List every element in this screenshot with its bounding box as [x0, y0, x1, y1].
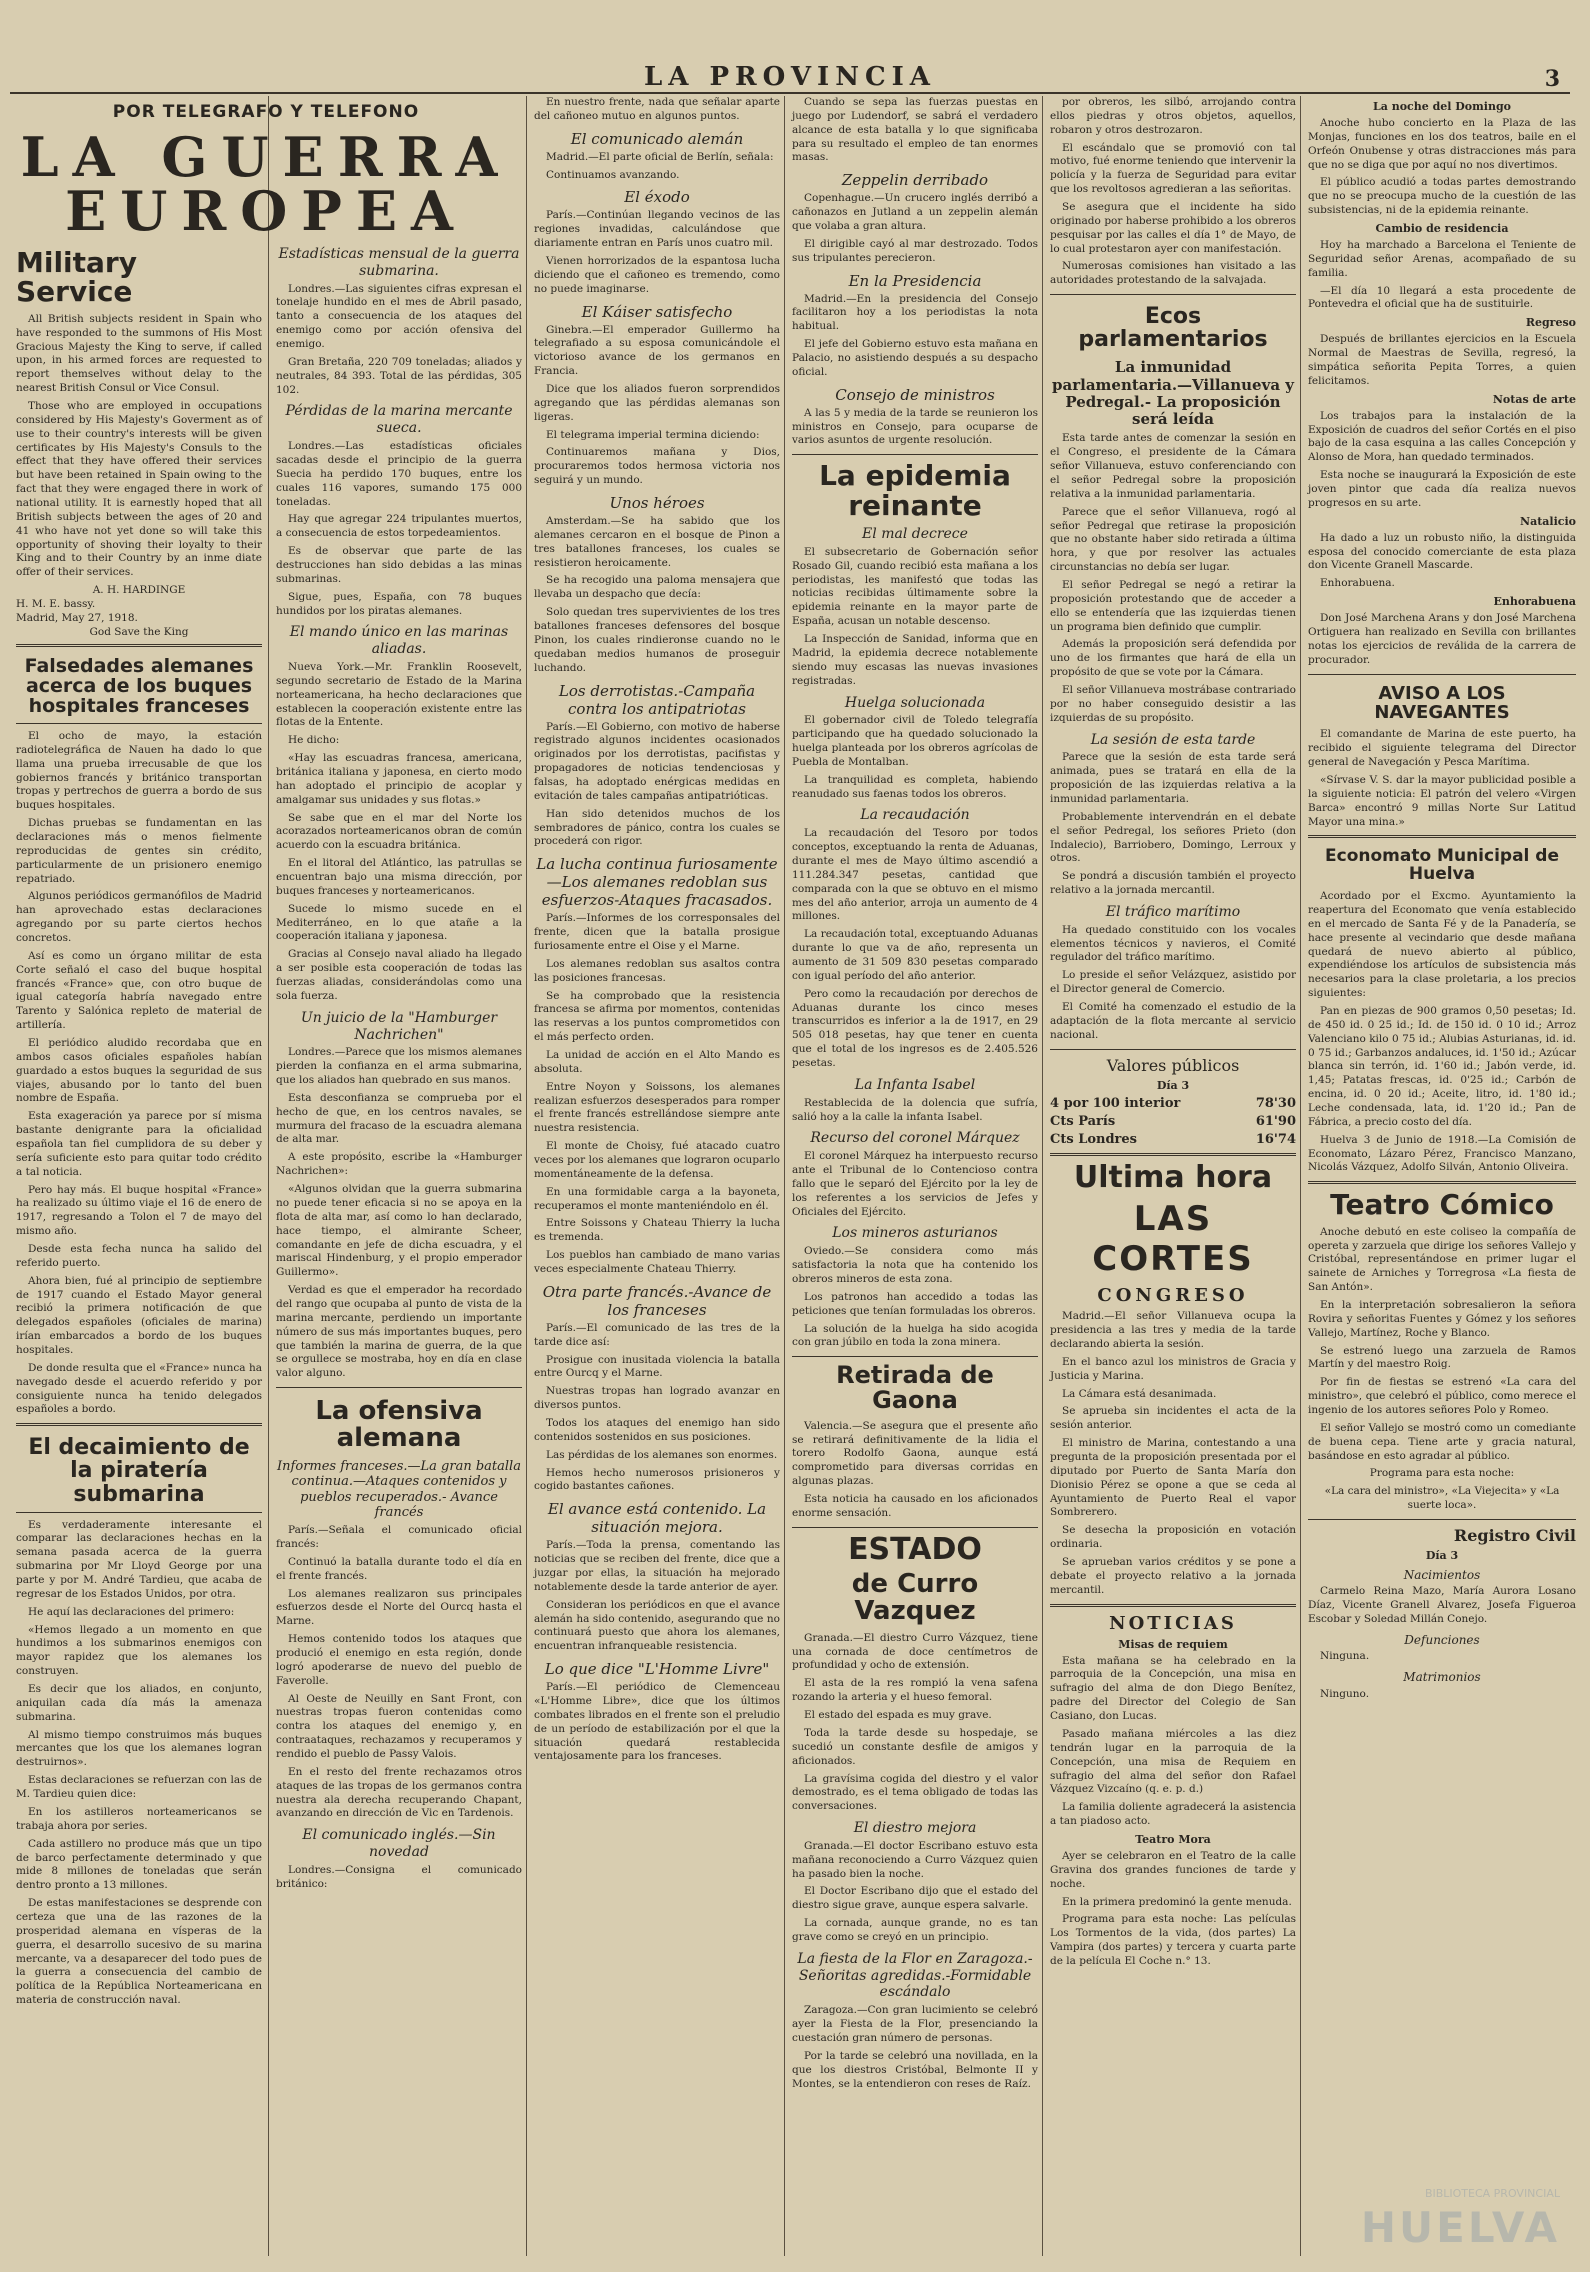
article-paragraph: Hay que agregar 224 tripulantes muertos, a consecuencia de estos torpedeamientos.: [276, 513, 522, 540]
article-paragraph: La Cámara está desanimada.: [1062, 1387, 1217, 1400]
subsection-title: Defunciones: [1404, 1633, 1480, 1647]
article-paragraph: La cornada, aunque grande, no es tan grave como se creyó en un principio.: [792, 1917, 1038, 1944]
article-paragraph: París.—El periódico de Clemenceau «L'Homme Libre», dice que los últimos combates librados en el frente son el preludio de un período de estabilización por el que la situación quedará restablecida ventajosamente para los franceses.: [534, 1681, 780, 1763]
main-banner-line-2: EUROPEA: [65, 179, 467, 243]
article-paragraph: Hoy ha marchado a Barcelona el Teniente de Seguridad señor Arenas, acompañado de su familia.: [1308, 239, 1576, 279]
masthead: [10, 62, 1570, 92]
article-paragraph: París.—Informes de los corresponsales del frente, dicen que la batalla prosigue furiosamente entre el Oise y el Marne.: [534, 912, 780, 952]
article-title: La noche del Domingo: [1373, 100, 1511, 113]
article-title: de Curro Vazquez: [851, 1569, 979, 1627]
article-paragraph: Dichas pruebas se fundamentan en las declaraciones más o menos fielmente reproducidas de gentes sin crédito, particularmente de un prisionero enemigo repatriado.: [16, 817, 262, 885]
article-paragraph: Cada astillero no produce más que un tipo de barco perfectamente determinado y que mide 8 millones de toneladas que serán dentro pronto a 13 millones.: [16, 1837, 262, 1892]
article-paragraph: Those who are employed in occupations considered by His Majesty's Goverment as of use to their country's interests will be given certificates by His Majesty's Consuls to the effect that they have offered their services but have been retained in Spain owing to the fact that they were engaged there in work of national utility. It is earnestly hoped that all British subjects between the ages of 20 and 41 who have not yet done so will take this opportunity of shoving their loyalty to their King and to their Country by an inme diate offer of their services.: [16, 399, 262, 579]
article-paragraph: La unidad de acción en el Alto Mando es absoluta.: [534, 1048, 780, 1075]
article-paragraph: Pan en piezas de 900 gramos 0,50 pesetas; Id. de 450 id. 0 25 id.; Id. de 150 id. 0 10 id.; Arroz Valenciano kilo 0 75 id.; Alubias Asturianas, id. id. 0 75 id.; Garbanzos andaluces, id. 1'50 id.; Azúcar blanca sin terrón, id. 1'60 id.; Jabón verde, id. 1,45; Patatas frescas, id. 0'25 id.; Carbón de encina, id. 0 20 id.; Aceite, litro, id. 1'80 id.; Leche condensada, lata, id. 1'20 id.; Pan de Fábrica, a precio costo del día.: [1308, 1005, 1576, 1128]
article-title: Enhorabuena: [1493, 595, 1576, 609]
column-3: [528, 96, 786, 2256]
article-title: Pérdidas de la marina mercante sueca.: [285, 403, 513, 437]
article-paragraph: Por la tarde se celebró una novillada, en la que los diestros Cristóbal, Belmonte II y Montes, se la entendieron con reses de Raíz.: [792, 2049, 1038, 2090]
article-subtitle: Informes franceses.—La gran batalla continua.—Ataques contenidos y pueblos recuperados.- Avance francés: [277, 1458, 521, 1521]
article-paragraph: Parece que la sesión de esta tarde será animada, pues se tratará en ella de la proposición de las izquierdas relativa a la inmunidad parlamentaria.: [1050, 751, 1296, 805]
divider: [792, 1527, 1038, 1528]
article-title: Natalicio: [1520, 514, 1576, 528]
article-title: Military Service: [16, 246, 137, 309]
article-paragraph: Vienen horrorizados de la espantosa lucha diciendo que el cañoneo es tremendo, como no puede imaginarse.: [534, 255, 780, 295]
article-paragraph: Al mismo tiempo construimos más buques mercantes que los que los alemanes logran destruirnos».: [16, 1728, 262, 1769]
article-paragraph: Esta desconfianza se comprueba por el hecho de que, en los centros navales, se murmura del fracaso de la escuadra alemana de alta mar.: [276, 1091, 522, 1146]
main-banner-line-1: LA GUERRA: [20, 125, 512, 189]
divider: [16, 723, 262, 724]
article-paragraph: Esta mañana se ha celebrado en la parroquia de la Concepción, una misa en sufragio del alma de don Diego Benítez, padre del Director del Colegio de San Casiano, don Lucas.: [1050, 1654, 1296, 1723]
article-paragraph: Los alemanes realizaron sus principales esfuerzos desde el Norte del Ourcq hasta el Marne.: [276, 1587, 522, 1628]
quote-value: 78'30: [1255, 1095, 1296, 1111]
article-paragraph: Han sido detenidos muchos de los sembradores de pánico, contra los cuales se procederá con rigor.: [534, 807, 780, 848]
article-paragraph: En el litoral del Atlántico, las patrullas se encuentran bajo una misma dirección, por buques franceses y norteamericanos.: [276, 857, 522, 897]
article-title: La ofensiva alemana: [315, 1396, 483, 1454]
article-paragraph: Lo preside el señor Velázquez, asistido por el Director general de Comercio.: [1050, 969, 1296, 996]
article-paragraph: París.—Toda la prensa, comentando las noticias que se reciben del frente, dice que a juzgar por ellas, la situación ha mejorado notablemente desde la tarde anterior de ayer.: [534, 1539, 780, 1593]
article-paragraph: Valencia.—Se asegura que el presente año se retirará definitivamente de la lidia el torero Rodolfo Gaona, aunque está comprometido para diversas corridas en algunas plazas.: [792, 1419, 1038, 1488]
article-paragraph: Don José Marchena Arans y don José Marchena Ortiguera han realizado en Sevilla con brillantes notas los ejercicios de reválida de la carrera de procurador.: [1308, 612, 1576, 666]
article-paragraph: Ginebra.—El emperador Guillermo ha telegrafiado a su esposa comunicándole el victorioso avance de los germanos en Francia.: [534, 323, 780, 378]
article-paragraph: Amsterdam.—Se ha sabido que los alemanes cercaron en el bosque de Pinon a tres batallones franceses, los cuales se resistieron heroicamente.: [534, 515, 780, 569]
article-paragraph: Nueva York.—Mr. Franklin Roosevelt, segundo secretario de Estado de la Marina norteamericana, ha hecho declaraciones que establecen la cooperación existente entre las flotas de la Entente.: [276, 660, 522, 729]
article-paragraph: Las pérdidas de los alemanes son enormes.: [546, 1448, 778, 1461]
article-paragraph: Entre Soissons y Chateau Thierry la lucha es tremenda.: [534, 1217, 780, 1244]
newspaper-title: LA PROVINCIA: [644, 62, 936, 92]
article-paragraph: Consideran los periódicos en que el avance alemán ha sido contenido, asegurando que no continuará puesto que ahora los alemanes, encuentran infranqueable resistencia.: [534, 1598, 780, 1653]
article-paragraph: Se desecha la proposición en votación ordinaria.: [1050, 1524, 1296, 1551]
divider: [1050, 1153, 1296, 1156]
article-paragraph: Madrid.—En la presidencia del Consejo facilitaron hoy a los periodistas la nota habitual.: [792, 292, 1038, 333]
article-paragraph: El ministro de Marina, contestando a una pregunta de la proposición presentada por el diputado por Puerto de Santa María don Dionisio Pérez se opone a que se ceda al Ayuntamiento de Puerto Real el vapor Sombrerero.: [1050, 1437, 1296, 1519]
article-title: El mando único en las marinas aliadas.: [289, 624, 509, 658]
article-title: Economato Municipal de Huelva: [1325, 846, 1559, 885]
article-paragraph: Londres.—Las siguientes cifras expresan el tonelaje hundido en el mes de Abril pasado, tanto a consecuencia de los ataques del enemigo como por acción ofensiva del enemigo.: [276, 282, 522, 351]
article-paragraph: Toda la tarde desde su hospedaje, se sucedió un constante desfile de amigos y aficionados.: [792, 1726, 1038, 1767]
article-title: Los mineros asturianos: [832, 1225, 998, 1242]
article-title: La lucha continua furiosamente—Los alemanes redoblan sus esfuerzos-Ataques fracasados.: [536, 855, 778, 910]
article-paragraph: Los trabajos para la instalación de la Exposición de cuadros del señor Cortés en el piso bajo de la casa esquina a las calles Concepción y Alonso de Mora, han quedado terminados.: [1308, 409, 1576, 464]
article-paragraph: Además la proposición será defendida por uno de los firmantes que hará de ella un propósito de que se vote por la Cámara.: [1050, 638, 1296, 679]
section-label: POR TELEGRAFO Y TELEFONO: [112, 102, 420, 122]
article-paragraph: De estas manifestaciones se desprende con certeza que una de las razones de la prosperidad alemana en vísperas de la guerra, el desarrollo sucesivo de su marina mercante, va a desaparecer del todo pues de la guerra a consecuencia del cambio de política de la República Norteamericana en materia de construcción naval.: [16, 1897, 262, 2007]
column-rule: [268, 96, 269, 2256]
article-paragraph: Pero hay más. El buque hospital «France» ha realizado su último viaje el 16 de enero de 1917, regresando a Tolon el 7 de mayo del mismo año.: [16, 1183, 262, 1238]
article-title: AVISO A LOS NAVEGANTES: [1374, 682, 1510, 723]
article-paragraph: El gobernador civil de Toledo telegrafía participando que ha quedado solucionado la huelga planteada por los obreros agrícolas de Puebla de Montalban.: [792, 714, 1038, 768]
article-paragraph: Por fin de fiestas se estrenó «La cara del ministro», que celebró el público, como merece el ingenio de los autores señores Polo y Romeo.: [1308, 1376, 1576, 1417]
divider: [792, 454, 1038, 455]
article-paragraph: por obreros, les silbó, arrojando contra ellos piedras y otros objetos, aquellos, robaron y otros destrozaron.: [1050, 96, 1296, 136]
article-paragraph: «La cara del ministro», «La Viejecita» y «La suerte loca».: [1324, 1485, 1560, 1512]
article-paragraph: Restablecida de la dolencia que sufría, salió hoy a la calle la infanta Isabel.: [792, 1096, 1038, 1123]
article-paragraph: El coronel Márquez ha interpuesto recurso ante el Tribunal de lo Contencioso contra fallo que le separó del Ejército por la ley de los referentes a los servicios de Jefes y Oficiales del Ejército.: [792, 1150, 1038, 1218]
article-title: El avance está contenido. La situación mejora.: [547, 1500, 767, 1537]
article-paragraph: —El día 10 llegará a esta procedente de Pontevedra el oficial que ha de sustituirle.: [1308, 284, 1576, 311]
article-paragraph: Verdad es que el emperador ha recordado del rango que ocupaba al punto de vista de la marina mercante, perdiendo un importante número de sus más importantes buques, pero que también la marina de guerra, de la que se orgullece se mostraba, hoy en día en clase valor alguno.: [276, 1284, 522, 1380]
article-title: El éxodo: [624, 188, 690, 207]
article-title: Cambio de residencia: [1375, 222, 1509, 236]
section-title: Ecos parlamentarios: [1078, 304, 1268, 353]
article-title: Lo que dice "L'Homme Livre": [544, 1660, 770, 1679]
article-paragraph: Anoche hubo concierto en la Plaza de las Monjas, funciones en los dos teatros, baile en el Orfeón Onubense y otras distracciones más para que no se diga que por aquí no nos divertimos.: [1308, 117, 1576, 171]
quote-row: [1050, 1114, 1296, 1129]
article-title: Falsedades alemanes acerca de los buques hospitales franceses: [24, 655, 254, 717]
article-paragraph: Es verdaderamente interesante el comparar las declaraciones hechas en la semana pasada acerca de la guerra submarina por Mr Lloyd George por una parte y por M. André Tardieu, que acaba de regresar de los Estados Unidos, por otra.: [16, 1518, 262, 1600]
article-title: Los derrotistas.-Campaña contra los antipatriotas: [558, 681, 756, 718]
masthead-rule: [10, 92, 1570, 94]
divider: [1050, 1049, 1296, 1050]
article-title: Teatro Cómico: [1330, 1188, 1554, 1222]
article-paragraph: El Doctor Escribano dijo que el estado del diestro sigue grave, aunque espera salvarle.: [792, 1885, 1038, 1912]
article-paragraph: El ocho de mayo, la estación radiotelegráfica de Nauen ha dado lo que llama una prueba irrecusable de que los gobiernos francés y británico transportan tropas y pertrechos de guerra a bordo de sus buques hospitales.: [16, 729, 262, 812]
article-paragraph: Huelva 3 de Junio de 1918.—La Comisión de Economato, Lázaro Pérez, Francisco Manzano, Nicolás Vázquez, Adolfo Silván, Antonio Oliveira.: [1308, 1133, 1576, 1174]
article-paragraph: Nuestras tropas han logrado avanzar en diversos puntos.: [534, 1385, 780, 1412]
stamp-small-text: BIBLIOTECA PROVINCIAL: [1424, 2187, 1560, 2200]
article-paragraph: A las 5 y media de la tarde se reunieron los ministros en Consejo, para ocuparse de varios asuntos de urgente resolución.: [792, 406, 1038, 447]
signature: A. H. HARDINGE: [92, 584, 186, 597]
article-paragraph: Granada.—El doctor Escribano estuvo esta mañana reconociendo a Curro Vázquez quien ha pasado bien la noche.: [792, 1839, 1038, 1880]
section-title: LAS CORTES: [1092, 1199, 1254, 1280]
article-paragraph: La gravísima cogida del diestro y el valor demostrado, es el tema obligado de todas las conversaciones.: [792, 1772, 1038, 1813]
article-paragraph: Ha quedado constituido con los vocales elementos técnicos y navieros, el Comité regulador del tráfico marítimo.: [1050, 923, 1296, 964]
article-paragraph: Continuó la batalla durante todo el día en el frente francés.: [276, 1555, 522, 1582]
divider: [16, 1423, 262, 1426]
article-title: En la Presidencia: [848, 271, 982, 290]
article-paragraph: El monte de Choisy, fué atacado cuatro veces por los alemanes que lograron ocuparlo momentáneamente de la defensa.: [534, 1140, 780, 1180]
article-paragraph: El periódico aludido recordaba que en ambos casos oficiales españoles habían guardado a estos buques la seguridad de sus viajes, abusando por lo tanto del buen nombre de España.: [16, 1036, 262, 1105]
article-title: La Infanta Isabel: [854, 1076, 976, 1093]
article-title: El mal decrece: [862, 526, 968, 543]
article-paragraph: Esta exageración ya parece por sí misma bastante denigrante para la oficialidad española tan fiel cumplidora de su deber y sería suficiente esto para quitar todo crédito a tal noticia.: [16, 1110, 262, 1178]
article-paragraph: Los pueblos han cambiado de mano varias veces especialmente Chateau Thierry.: [534, 1249, 780, 1275]
article-paragraph: En una formidable carga a la bayoneta, recuperamos el monte manteniéndolo en él.: [534, 1185, 780, 1212]
article-paragraph: Gran Bretaña, 220 709 toneladas; aliados y neutrales, 84 393. Total de las pérdidas, 305 102.: [276, 355, 522, 396]
article-paragraph: La solución de la huelga ha sido acogida con gran júbilo en toda la zona minera.: [792, 1322, 1038, 1349]
article-paragraph: Madrid.—El señor Villanueva ocupa la presidencia a las tres y media de la tarde declarando abierta la sesión.: [1050, 1310, 1296, 1351]
article-title: La epidemia reinante: [819, 459, 1011, 522]
article-paragraph: Se pondrá a discusión también el proyecto relativo a la jornada mercantil.: [1050, 870, 1296, 897]
subsection-title: Nacimientos: [1403, 1568, 1481, 1583]
article-title: El decaimiento de la piratería submarina: [28, 1435, 250, 1507]
article-title: El comunicado inglés.—Sin novedad: [302, 1827, 496, 1861]
article-paragraph: «Algunos olvidan que la guerra submarina no puede tener eficacia si no se apoya en la flota de alta mar, así como lo han declarado, hace tiempo, el almirante Scheer, comandante en jefe de dicha escuadra, y el mariscal Hindenburg, y el propio emperador Guillermo».: [276, 1183, 522, 1279]
article-paragraph: El público acudió a todas partes demostrando que no se preocupa mucho de la cuestión de las subsistencias, ni de la epidemia reinante.: [1308, 176, 1576, 217]
article-paragraph: París.—Continúan llegando vecinos de las regiones invadidas, calculándose que diariamente entran en París unos cuatro mil.: [534, 209, 780, 250]
article-paragraph: El dirigible cayó al mar destrozado. Todos sus tripulantes perecieron.: [792, 237, 1038, 264]
article-paragraph: Entre Noyon y Soissons, los alemanes realizan esfuerzos desesperados para romper el frente francés estrellándose siempre ante nuestra resistencia.: [534, 1080, 780, 1135]
divider: [276, 1387, 522, 1388]
divider: [1308, 1181, 1576, 1184]
article-paragraph: El escándalo que se promovió con tal motivo, fué enorme teniendo que intervenir la policía y la fuerza de Seguridad para evitar que los revoltosos agredieran a las señoritas.: [1050, 141, 1296, 196]
article-paragraph: Oviedo.—Se considera como más satisfactoria la nota que ha contenido los obreros mineros de esta zona.: [792, 1245, 1038, 1285]
stamp-big-text: HUELVA: [1360, 2203, 1560, 2252]
article-paragraph: La Inspección de Sanidad, informa que en Madrid, la epidemia decrece notablemente siendo muy escasas las nuevas invasiones registradas.: [792, 633, 1038, 687]
article-title: El comunicado alemán: [570, 129, 744, 148]
subsection-title: Matrimonios: [1403, 1670, 1481, 1685]
article-paragraph: Ha dado a luz un robusto niño, la distinguida esposa del conocido comerciante de esta plaza don Vicente Granell Mascarde.: [1308, 531, 1576, 572]
section-title: Registro Civil: [1453, 1526, 1576, 1546]
article-paragraph: Los patronos han accedido a todas las peticiones que tenían formuladas los obreros.: [792, 1290, 1038, 1317]
section-date: Día 3: [1156, 1078, 1190, 1092]
article-paragraph: Se asegura que el incidente ha sido originado por haberse prohibido a los obreros pesquisar por las calles el día 1° de Mayo, de lo cual protestaron ayer con manifestación.: [1050, 201, 1296, 255]
article-title: Retirada de Gaona: [836, 1361, 994, 1415]
article-paragraph: El asta de la res rompió la vena safena rozando la arteria y el hueso femoral.: [792, 1677, 1038, 1704]
article-title: La sesión de esta tarde: [1090, 731, 1256, 748]
quote-label: Cts París: [1050, 1113, 1116, 1129]
article-paragraph: Hemos hecho numerosos prisioneros y cogido bastantes cañones.: [534, 1466, 780, 1493]
article-paragraph: En el resto del frente rechazamos otros ataques de las tropas de los germanos contra nuestra ala derecha recuperando Chapant, avanzando en dirección de Vic en Tardenois.: [276, 1765, 522, 1820]
article-paragraph: En el banco azul los ministros de Gracia y Justicia y Marina.: [1050, 1355, 1296, 1382]
article-title: La recaudación: [860, 807, 970, 824]
article-paragraph: Hemos contenido todos los ataques que produció el enemigo en esta región, donde logró apoderarse de nuevo del pueblo de Faverolle.: [276, 1633, 522, 1687]
article-paragraph: La tranquilidad es completa, habiendo reanudado sus faenas todos los obreros.: [792, 773, 1038, 800]
divider: [16, 644, 262, 647]
article-paragraph: Se ha recogido una paloma mensajera que llevaba un despacho que decía:: [534, 574, 780, 601]
divider: [1308, 835, 1576, 838]
article-paragraph: Así es como un órgano militar de esta Corte señaló el caso del buque hospital francés «France» que, con otro buque de igual categoría habría navegado entre Tarento y Salónica repleto de material de artillería.: [16, 949, 262, 1032]
article-paragraph: Es decir que los aliados, en conjunto, aniquilan cada día más la amenaza submarina.: [16, 1683, 262, 1723]
quote-value: 16'74: [1255, 1131, 1296, 1147]
section-title: Valores públicos: [1106, 1055, 1240, 1075]
article-title: Un juicio de la "Hamburger Nachrichen": [300, 1009, 498, 1043]
article-paragraph: El comandante de Marina de este puerto, ha recibido el siguiente telegrama del Director general de Navegación y Pesca Marítima.: [1308, 728, 1576, 769]
quote-row: [1050, 1096, 1296, 1111]
article-paragraph: Numerosas comisiones han visitado a las autoridades protestando de la salvajada.: [1050, 260, 1296, 287]
article-title: Consejo de ministros: [835, 385, 995, 404]
article-paragraph: El Comité ha comenzado el estudio de la adaptación de la flota mercante al servicio nacional.: [1050, 1001, 1296, 1041]
article-paragraph: Los alemanes redoblan sus asaltos contra las posiciones francesas.: [534, 957, 780, 984]
article-title: El tráfico marítimo: [1105, 903, 1241, 920]
article-paragraph: Sigue, pues, España, con 78 buques hundidos por los piratas alemanes.: [276, 590, 522, 617]
quote-label: 4 por 100 interior: [1050, 1095, 1181, 1111]
article-paragraph: Esta tarde antes de comenzar la sesión en el Congreso, el presidente de la Cámara señor Villanueva, estuvo conferenciando con el señor Pedregal sobre la proposición relativa a la inmunidad parlamentaria.: [1050, 432, 1296, 500]
column-4: [786, 96, 1044, 2256]
article-paragraph: En los astilleros norteamericanos se trabaja ahora por series.: [16, 1805, 262, 1832]
article-paragraph: El jefe del Gobierno estuvo esta mañana en Palacio, no asistiendo después a su despacho oficial.: [792, 338, 1038, 378]
article-title: ESTADO: [848, 1531, 982, 1567]
section-title: NOTICIAS: [1109, 1612, 1237, 1634]
article-paragraph: Carmelo Reina Mazo, María Aurora Losano Díaz, Vicente Granell Alvarez, Josefa Figueroa Escobar y Soledad Millán Conejo.: [1308, 1585, 1576, 1626]
article-paragraph: Al Oeste de Neuilly en Sant Front, con nuestras tropas fueron contenidas como contra los ataques del enemigo y, en contraataques, rechazamos y recuperamos y rendido el pueblo de Passy Valois.: [276, 1692, 522, 1760]
divider: [1308, 674, 1576, 675]
article-paragraph: Continuamos avanzando.: [546, 168, 680, 181]
article-paragraph: A este propósito, escribe la «Hamburger Nachrichen»:: [276, 1151, 522, 1178]
page-number: 3: [1544, 66, 1560, 92]
article-paragraph: Continuaremos mañana y Dios, procuraremos todos hermosa victoria nos seguirá y un mundo.: [534, 446, 780, 487]
article-paragraph: Se sabe que en el mar del Norte los acorazados norteamericanos obran de común acuerdo con la escuadra británica.: [276, 811, 522, 852]
article-paragraph: Ninguna.: [1320, 1650, 1370, 1663]
article-paragraph: Se aprueba sin incidentes el acta de la sesión anterior.: [1050, 1405, 1296, 1432]
article-paragraph: Granada.—El diestro Curro Vázquez, tiene una cornada de doce centímetros de profundidad y ocho de extensión.: [792, 1631, 1038, 1672]
library-stamp-watermark: [1360, 2162, 1560, 2252]
article-paragraph: Anoche debutó en este coliseo la compañía de opereta y zarzuela que dirige los señores Vallejo y Cristóbal, representándose en primer lugar el sainete de Arniches y Torregrosa «La fiesta de San Antón».: [1308, 1225, 1576, 1294]
article-paragraph: Solo quedan tres supervivientes de los tres batallones franceses defensores del bosque Pinon, los cuales rindieronse cuando no le quedaban medios humanos de proseguir luchando.: [534, 606, 780, 674]
article-paragraph: París.—El Gobierno, con motivo de haberse registrado algunos incidentes ocasionados originados por los derrotistas, pacifistas y propagadores de noticias tendenciosas y falsas, ha adoptado enérgicas medidas en evitación de tales campañas antipatrióticas.: [534, 720, 780, 802]
divider: [1050, 1604, 1296, 1607]
article-paragraph: Todos los ataques del enemigo han sido contenidos sostenidos en sus posiciones.: [534, 1417, 780, 1443]
column-2: [270, 240, 528, 2256]
article-paragraph: Pasado mañana miércoles a las diez tendrán lugar en la parroquia de la Concepción, una misa de Requiem en sufragio del alma del señor don Rafael Vázquez Vizcaíno (q. e. p. d.): [1050, 1727, 1296, 1796]
article-paragraph: Pero como la recaudación por derechos de Aduanas durante los cinco meses transcurridos es inferior a la de 1917, en 29 505 018 pesetas, hay que tener en cuenta que el total de los ingresos es de 2.405.526 pesetas.: [792, 987, 1038, 1069]
article-paragraph: Sucede lo mismo sucede en el Mediterráneo, en lo que atañe a la cooperación italiana y japonesa.: [276, 902, 522, 943]
article-paragraph: Después de brillantes ejercicios en la Escuela Normal de Maestras de Sevilla, regresó, la simpática señorita Pepita Torres, a quien felicitamos.: [1308, 333, 1576, 387]
article-paragraph: En la interpretación sobresalieron la señora Rovira y señoritas Fuentes y Gómez y los señores Vallejo, Martínez, Roche y Blanco.: [1308, 1299, 1576, 1339]
article-paragraph: Ayer se celebraron en el Teatro de la calle Gravina dos grandes funciones de tarde y noche.: [1050, 1849, 1296, 1890]
article-paragraph: París.—El comunicado de las tres de la tarde dice así:: [534, 1321, 780, 1348]
article-title: Otra parte francés.-Avance de los franceses: [542, 1282, 772, 1319]
quote-value: 61'90: [1255, 1113, 1296, 1129]
article-paragraph: El señor Villanueva mostrábase contrariado por no haber conseguido desistir a las izquierdas de su propósito.: [1050, 683, 1296, 724]
column-5: [1044, 96, 1302, 2256]
quote-row: [1050, 1132, 1296, 1147]
article-paragraph: Se estrenó luego una zarzuela de Ramos Martín y del maestro Roig.: [1308, 1344, 1576, 1371]
article-paragraph: Londres.—Las estadísticas oficiales sacadas desde el principio de la guerra Suecia ha perdido 170 buques, entre los cuales 116 vapores, sumando 175 000 toneladas.: [276, 440, 522, 508]
article-title: Estadísticas mensual de la guerra submarina.: [278, 246, 520, 279]
article-title: El diestro mejora: [853, 1820, 977, 1837]
article-paragraph: El subsecretario de Gobernación señor Rosado Gil, cuando recibió esta mañana a los periodistas, les manifestó que todas las noticias recibidas últimamente sobre la epidemia reinante en la mayor parte de España, acusan un notable descenso.: [792, 545, 1038, 628]
signature-line: H. M. E. bassy.: [16, 598, 96, 611]
article-paragraph: En nuestro frente, nada que señalar aparte del cañoneo mutuo en algunos puntos.: [534, 96, 780, 122]
divider: [16, 1512, 262, 1513]
article-title: Misas de requiem: [1118, 1637, 1228, 1651]
article-paragraph: «Hemos llegado a un momento en que hundimos a los submarinos enemigos con mayor rapidez que los alemanes los construyen.: [16, 1623, 262, 1678]
article-paragraph: Esta noche se inaugurará la Exposición de este joven pintor que cada día realiza nuevos progresos en su arte.: [1308, 469, 1576, 509]
signature-line: God Save the King: [89, 626, 189, 639]
article-paragraph: Programa para esta noche: Las películas Los Tormentos de la vida, (dos partes) La Vampira (dos partes) y tercera y cuarta parte de la película El Coche n.° 13.: [1050, 1913, 1296, 1967]
article-paragraph: All British subjects resident in Spain who have responded to the summons of His Most Gracious Majesty the King to serve, if called upon, in his armed forces are requested to report themselves without delay to the nearest British Consul or Vice Consul.: [16, 312, 262, 395]
divider: [792, 1356, 1038, 1357]
article-title: Regreso: [1525, 316, 1576, 330]
article-paragraph: Algunos periódicos germanófilos de Madrid han aprovechado estas declaraciones agregando por su parte ciertos hechos concretos.: [16, 890, 262, 944]
article-paragraph: Madrid.—El parte oficial de Berlín, señala:: [546, 150, 774, 163]
section-date: Día 3: [1425, 1549, 1459, 1563]
quote-label: Cts Londres: [1050, 1131, 1137, 1147]
article-paragraph: Estas declaraciones se refuerzan con las de M. Tardieu quien dice:: [16, 1774, 262, 1801]
article-paragraph: En la primera predominó la gente menuda.: [1062, 1895, 1292, 1908]
article-title: Zeppelin derribado: [841, 171, 989, 190]
signature-line: Madrid, May 27, 1918.: [16, 612, 138, 625]
article-paragraph: Desde esta fecha nunca ha salido del referido puerto.: [16, 1243, 262, 1269]
section-title: CONGRESO: [1097, 1285, 1249, 1307]
article-paragraph: «Hay las escuadras francesa, americana, británica italiana y japonesa, en cierto modo han adoptado el principio de acoplar y amalgamar sus unidades y sus flotas.»: [276, 752, 522, 806]
article-paragraph: Copenhague.—Un crucero inglés derribó a cañonazos en Jutland a un zeppelin alemán que volaba a gran altura.: [792, 192, 1038, 233]
article-paragraph: Enhorabuena.: [1320, 577, 1395, 590]
article-paragraph: Cuando se sepa las fuerzas puestas en juego por Ludendorf, se sabrá el verdadero alcance de esta batalla y lo que significaba para su resultado el empleo de tan enormes masas.: [792, 96, 1038, 164]
article-paragraph: El telegrama imperial termina diciendo:: [546, 428, 760, 441]
article-title: El Káiser satisfecho: [581, 302, 733, 321]
article-title: La inmunidad parlamentaria.—Villanueva y Pedregal.- La proposición será leída: [1052, 358, 1294, 429]
article-title: Notas de arte: [1492, 392, 1576, 406]
article-paragraph: Es de observar que parte de las destrucciones han sido debidas a las minas submarinas.: [276, 545, 522, 585]
article-paragraph: Prosigue con inusitada violencia la batalla entre Ourcq y el Marne.: [534, 1353, 780, 1380]
article-title: Huelga solucionada: [844, 694, 986, 711]
divider: [1308, 1519, 1576, 1520]
article-paragraph: Londres.—Parece que los mismos alemanes pierden la confianza en el arma submarina, que los aliados han quebrado en sus manos.: [276, 1046, 522, 1087]
article-paragraph: Se aprueban varios créditos y se pone a debate el proyecto relativo a la jornada mercantil.: [1050, 1556, 1296, 1596]
divider: [1050, 294, 1296, 295]
article-paragraph: Parece que el señor Villanueva, rogó al señor Pedregal que retirase la proposición que no obstante haber sido retirada a última hora, y que por resolver las actuales circunstancias no debía ser lugar.: [1050, 505, 1296, 574]
column-6: [1302, 96, 1582, 2256]
article-paragraph: He aquí las declaraciones del primero:: [28, 1605, 235, 1618]
article-paragraph: La familia doliente agradecerá la asistencia a tan piadoso acto.: [1050, 1801, 1296, 1828]
article-paragraph: Acordado por el Excmo. Ayuntamiento la reapertura del Economato que venía establecido en el mercado de Santa Fé y de la Panadería, se hace presente al vecindario que desde mañana quedará de nuevo abierto al público, expendiéndose los artículos de subsistencia más necesarios para la clase proletaria, a los precios siguientes:: [1308, 890, 1576, 1000]
article-title: Unos héroes: [609, 494, 705, 513]
article-paragraph: La recaudación total, exceptuando Aduanas durante lo que va de año, representa un aumento de 31 509 830 pesetas comparado con igual período del año anterior.: [792, 928, 1038, 982]
article-title: Recurso del coronel Márquez: [810, 1130, 1020, 1147]
article-paragraph: París.—Señala el comunicado oficial francés:: [276, 1524, 522, 1550]
article-paragraph: Zaragoza.—Con gran lucimiento se celebró ayer la Fiesta de la Flor, presenciando la cuestación gran número de personas.: [792, 2004, 1038, 2044]
article-paragraph: «Sírvase V. S. dar la mayor publicidad posible a la siguiente noticia: El patrón del velero «Virgen Barca» encontró 9 millas Norte Sur Latitud Mayor una mina.»: [1308, 774, 1576, 828]
article-paragraph: Gracias al Consejo naval aliado ha llegado a ser posible esta cooperación de todas las fuerzas aliadas, considerándolas como una sola fuerza.: [276, 948, 522, 1002]
article-paragraph: De donde resulta que el «France» nunca ha navegado desde el acuerdo referido y por consiguiente nunca ha tenido delegados españoles a bordo.: [16, 1361, 262, 1416]
article-paragraph: El estado del espada es muy grave.: [804, 1709, 992, 1722]
article-paragraph: Dice que los aliados fueron sorprendidos agregando que las pérdidas alemanas son ligeras.: [534, 383, 780, 423]
article-paragraph: He dicho:: [288, 734, 340, 747]
section-title: Ultima hora: [1073, 1159, 1273, 1195]
article-paragraph: Ahora bien, fué al principio de septiembre de 1917 cuando el Estado Mayor general recibió la primera notificación de que delegados españoles (oficiales de marina) irían embarcados a bordo de los buques hospitales.: [16, 1274, 262, 1357]
article-paragraph: Londres.—Consigna el comunicado británico:: [276, 1863, 522, 1890]
article-paragraph: Se ha comprobado que la resistencia francesa se afirma por momentos, contenidas las reservas a los puntos comprometidos con el más perfecto orden.: [534, 989, 780, 1044]
article-paragraph: La recaudación del Tesoro por todos conceptos, exceptuando la renta de Aduanas, durante el mes de Mayo último ascendió a 111.284.347 pesetas, cantidad que comparada con la que se obtuvo en el mismo mes del año anterior, arroja un aumento de 4 millones.: [792, 827, 1038, 923]
article-title: La fiesta de la Flor en Zaragoza.-Señoritas agredidas.-Formidable escándalo: [797, 1950, 1033, 2001]
article-paragraph: El señor Vallejo se mostró como un comediante de buena cepa. Tiene arte y gracia natural, basándose en esto agradar al público.: [1308, 1421, 1576, 1462]
article-paragraph: El señor Pedregal se negó a retirar la proposición protestando que de acceder a ello se entendería que las izquierdas tienen un programa bien definido que cumplir.: [1050, 578, 1296, 633]
article-paragraph: Programa para esta noche:: [1369, 1467, 1515, 1480]
article-title: Teatro Mora: [1135, 1832, 1211, 1846]
article-paragraph: Esta noticia ha causado en los aficionados enorme sensación.: [792, 1492, 1038, 1519]
article-paragraph: Probablemente intervendrán en el debate el señor Pedregal, los señores Prieto (don Indalecio), Barriobero, Domingo, Lerroux y otros.: [1050, 810, 1296, 865]
article-paragraph: Ninguno.: [1320, 1687, 1370, 1700]
